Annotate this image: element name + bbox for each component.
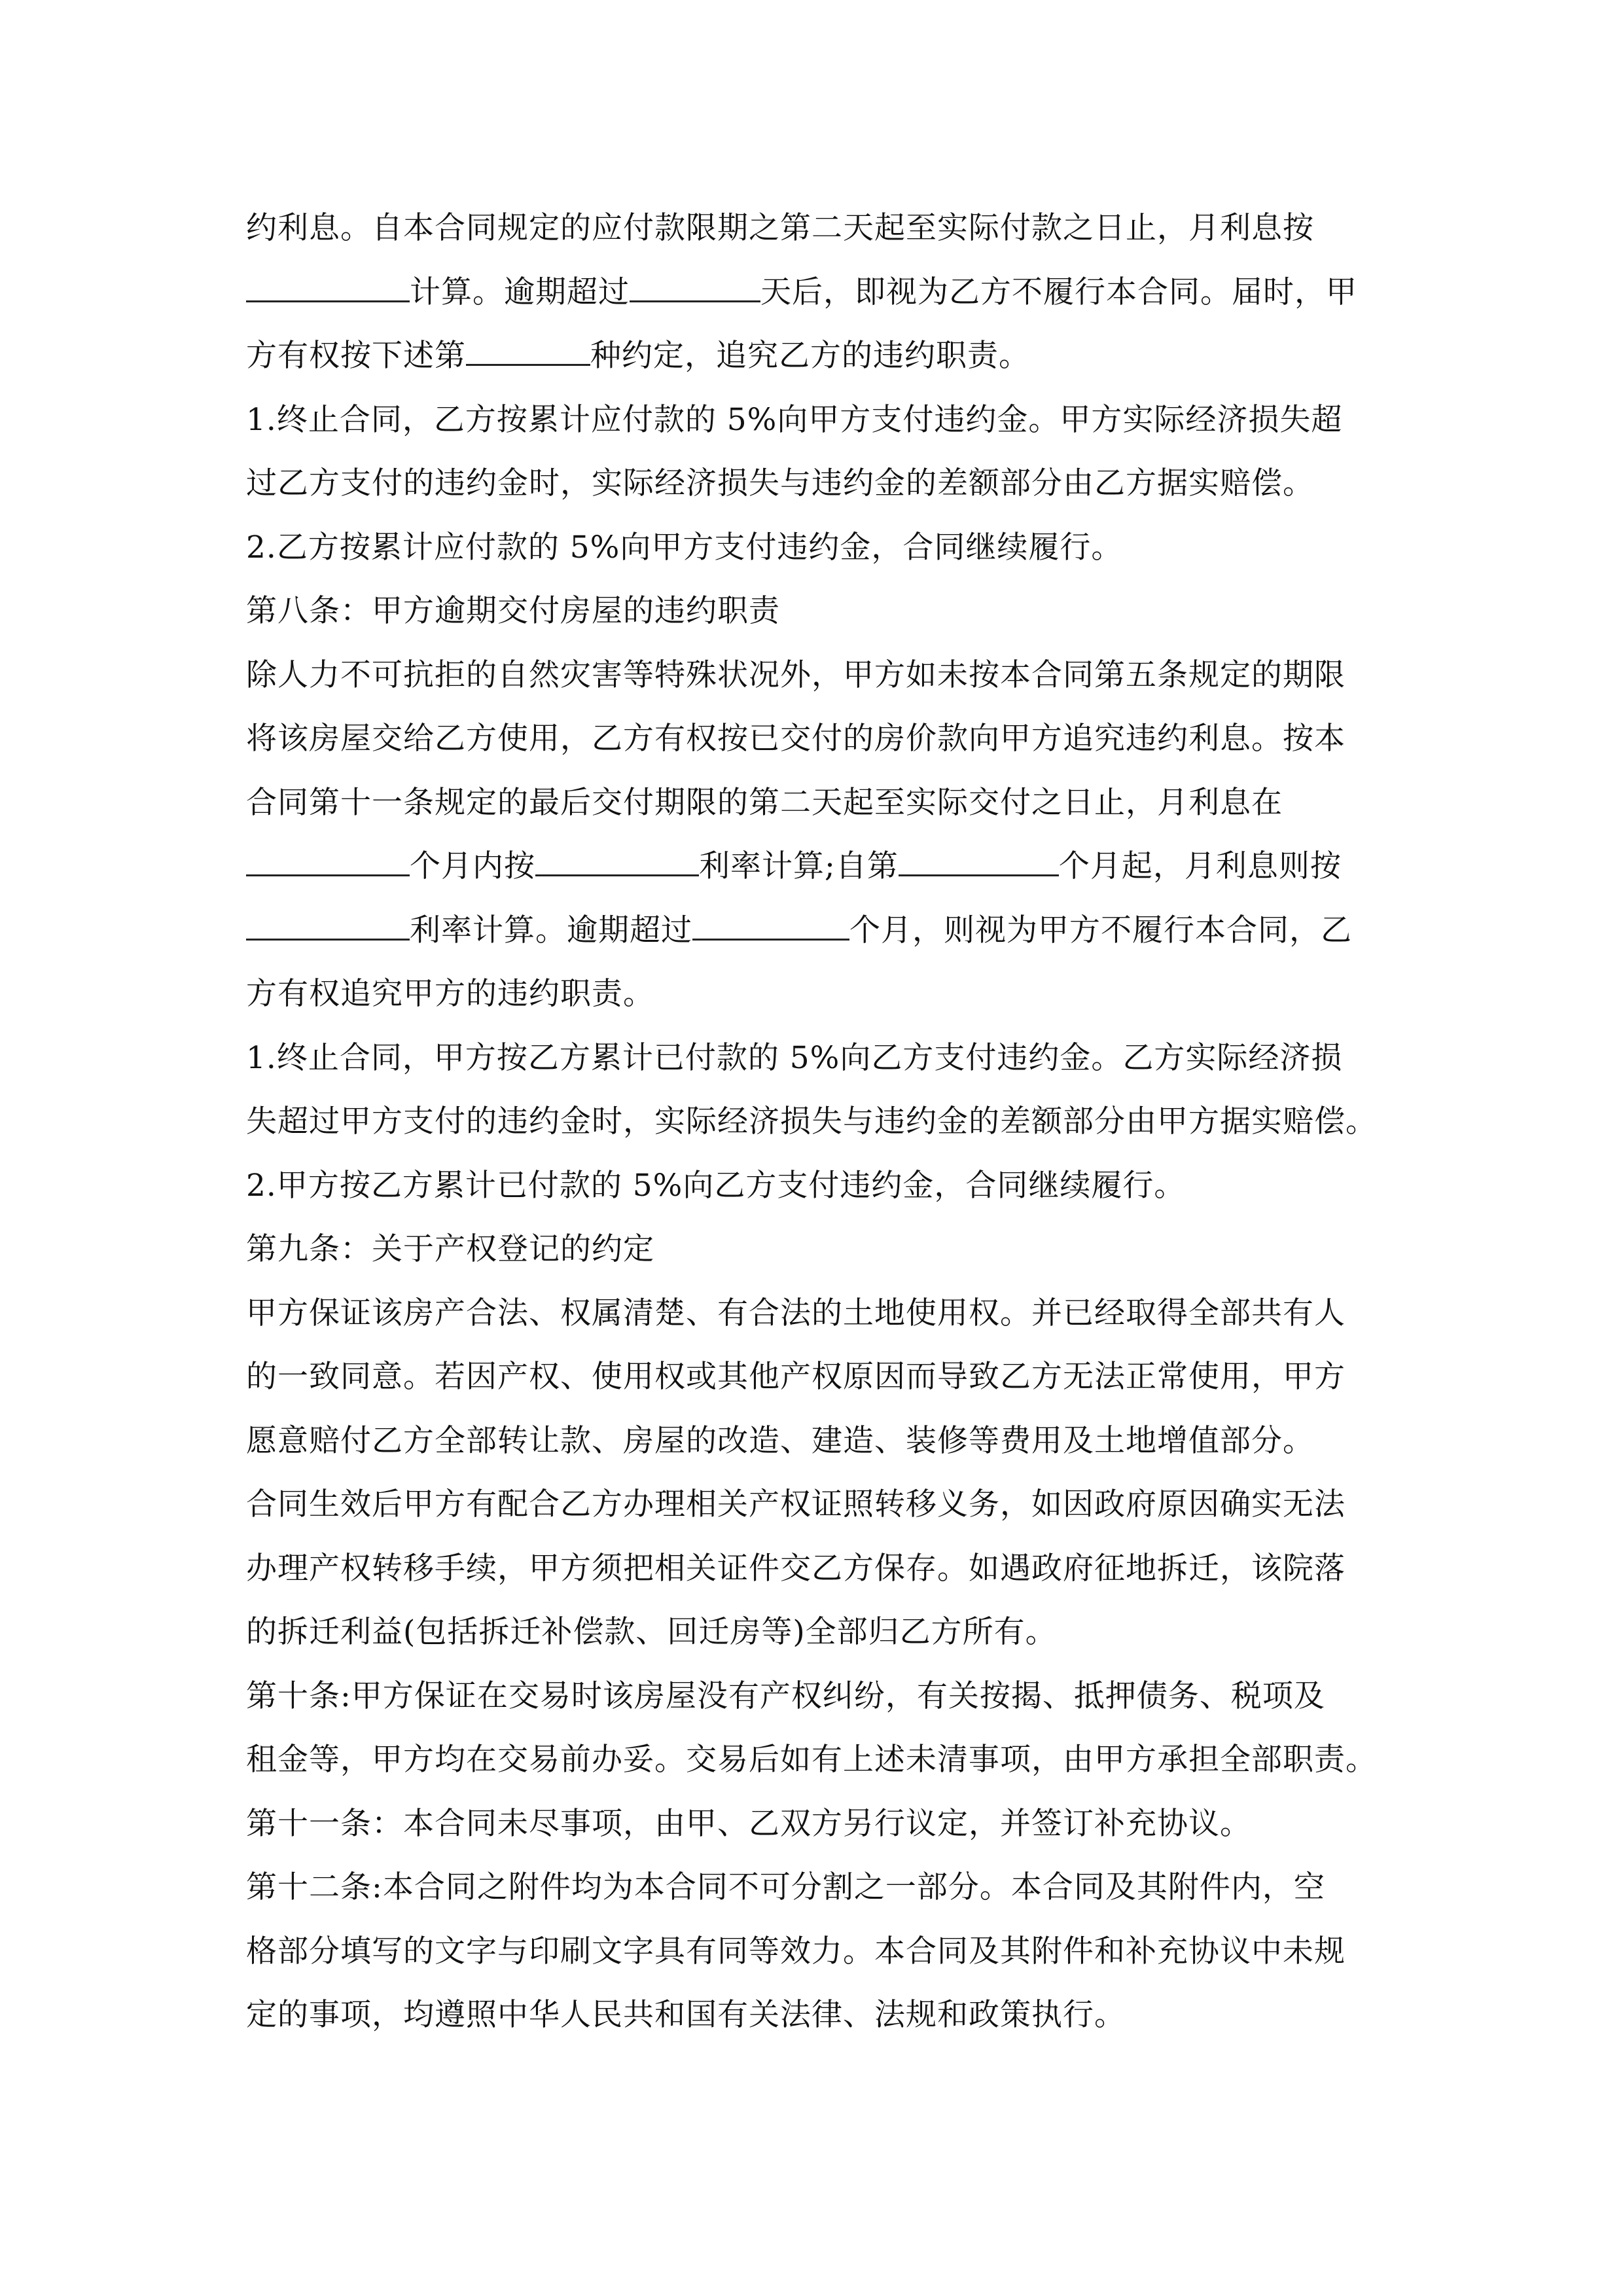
- blank-field: [466, 330, 590, 366]
- section-heading: 第九条：关于产权登记的约定: [246, 1231, 654, 1267]
- text-line: 合同生效后甲方有配合乙方办理相关产权证照转移义务，如因政府原因确实无法: [246, 1486, 1346, 1522]
- text-line: 办理产权转移手续，甲方须把相关证件交乙方保存。如遇政府征地拆迁，该院落: [246, 1550, 1346, 1587]
- text-line: 租金等，甲方均在交易前办妥。交易后如有上述未清事项，由甲方承担全部职责。: [246, 1742, 1377, 1778]
- blank-field: [246, 840, 410, 876]
- blank-field: [535, 840, 699, 876]
- text-line: 2.甲方按乙方累计已付款的 5%向乙方支付违约金，合同继续履行。: [246, 1167, 1186, 1204]
- text-line: 第十一条：本合同未尽事项，由甲、乙双方另行议定，并签订补充协议。: [246, 1805, 1251, 1842]
- text-line: 计算。逾期超过 天后，即视为乙方不履行本合同。届时，甲: [246, 260, 1378, 325]
- text-line: 合同第十一条规定的最后交付期限的第二天起至实际交付之日止，月利息在: [246, 784, 1283, 821]
- blank-field: [899, 840, 1059, 876]
- text-line: 2.乙方按累计应付款的 5%向甲方支付违约金，合同继续履行。: [246, 529, 1123, 565]
- text-line: 将该房屋交给乙方使用，乙方有权按已交付的房价款向甲方追究违约利息。按本: [246, 721, 1346, 757]
- text-line: 定的事项，均遵照中华人民共和国有关法律、法规和政策执行。: [246, 1997, 1126, 2033]
- text-line: 方有权追究甲方的违约职责。: [246, 976, 654, 1012]
- text-line: 利率计算。逾期超过 个月，则视为甲方不履行本合同，乙: [246, 899, 1378, 963]
- text-line: 1.终止合同，甲方按乙方累计已付款的 5%向乙方支付违约金。乙方实际经济损: [246, 1039, 1343, 1076]
- section-heading: 第八条：甲方逾期交付房屋的违约职责: [246, 593, 780, 629]
- blank-field: [246, 266, 410, 302]
- text-line: 过乙方支付的违约金时，实际经济损失与违约金的差额部分由乙方据实赔偿。: [246, 465, 1314, 501]
- text-line: 第十条:甲方保证在交易时该房屋没有产权纠纷，有关按揭、抵押债务、税项及: [246, 1677, 1325, 1714]
- text-line: 甲方保证该房产合法、权属清楚、有合法的土地使用权。并已经取得全部共有人: [246, 1295, 1346, 1331]
- blank-field: [246, 905, 410, 941]
- blank-field: [630, 266, 760, 302]
- text-line: 方有权按下述第 种约定，追究乙方的违约职责。: [246, 324, 1378, 388]
- text-line: 除人力不可抗拒的自然灾害等特殊状况外，甲方如未按本合同第五条规定的期限: [246, 656, 1346, 693]
- text-line: 个月内按 利率计算;自第 个月起，月利息则按: [246, 834, 1378, 899]
- text-line: 的一致同意。若因产权、使用权或其他产权原因而导致乙方无法正常使用，甲方: [246, 1359, 1346, 1395]
- contract-body: [246, 196, 1378, 2047]
- text-line: 的拆迁利益(包括拆迁补偿款、回迁房等)全部归乙方所有。: [246, 1614, 1057, 1650]
- text-line: 第十二条:本合同之附件均为本合同不可分割之一部分。本合同及其附件内，空: [246, 1869, 1325, 1905]
- blank-field: [692, 905, 849, 941]
- text-line: 约利息。自本合同规定的应付款限期之第二天起至实际付款之日止，月利息按: [246, 210, 1314, 246]
- text-line: 格部分填写的文字与印刷文字具有同等效力。本合同及其附件和补充协议中未规: [246, 1933, 1346, 1969]
- text-line: 1.终止合同，乙方按累计应付款的 5%向甲方支付违约金。甲方实际经济损失超: [246, 401, 1343, 438]
- text-line: 愿意赔付乙方全部转让款、房屋的改造、建造、装修等费用及土地增值部分。: [246, 1422, 1314, 1459]
- text-line: 失超过甲方支付的违约金时，实际经济损失与违约金的差额部分由甲方据实赔偿。: [246, 1103, 1377, 1139]
